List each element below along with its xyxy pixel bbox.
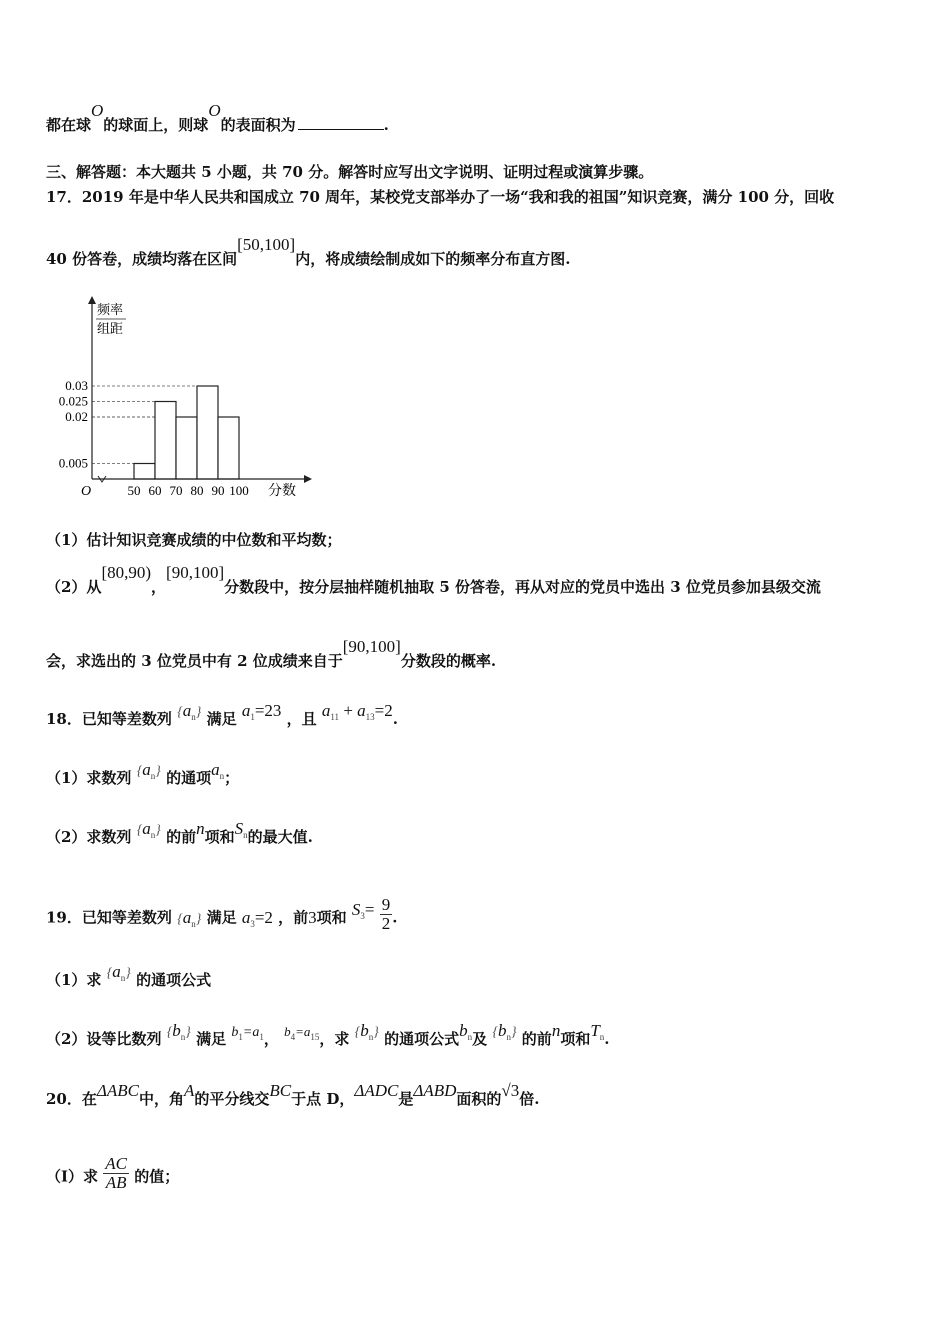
q18-text: 项和 xyxy=(204,828,235,846)
q20-line xyxy=(46,1081,540,1109)
q18-text: 满足 xyxy=(206,710,237,728)
math-O: O xyxy=(208,101,221,120)
x-tick-label: 90 xyxy=(211,483,225,498)
q18-line xyxy=(46,701,398,731)
math-fraction-ac-ab: $\frac{AC}{AB}$ xyxy=(105,1154,127,1192)
origin-label: O xyxy=(80,484,92,499)
q19-sub-2 xyxy=(46,1021,610,1051)
math-seq-an: $\{a_n\}$ xyxy=(177,701,202,722)
math-O: O xyxy=(91,101,104,120)
q19-text: 的前 xyxy=(521,1030,552,1048)
math-triangle-abc: ΔABC xyxy=(96,1081,139,1100)
q16-end: . xyxy=(383,116,389,134)
q18-text: 的通项 xyxy=(166,769,212,787)
q20-text: 中，角 xyxy=(138,1090,184,1108)
math-seq-an: $\{a_n\}$ xyxy=(136,760,161,781)
x-axis-arrow xyxy=(304,475,312,483)
q17-line-1: 17．2019 年是中华人民共和国成立 70 周年，某校党支部举办了一场“我和我的祖国”知识竞赛，满分 100 分，回收 xyxy=(46,188,835,206)
q16-text-3: 的表面积为 xyxy=(220,116,296,134)
y-axis-label-top: 频率 xyxy=(96,302,124,317)
q20-text: 于点 D， xyxy=(291,1090,355,1108)
math-seq-bn: $\{b_n\}$ xyxy=(492,1021,517,1042)
q18-end: . xyxy=(392,710,398,728)
y-tick-label: 0.025 xyxy=(58,393,88,409)
q17-text: 会，求选出的 3 位党员中有 2 位成绩来自于 xyxy=(46,652,343,670)
q19-text: 满足 xyxy=(196,1030,227,1048)
q17-text: 分数段中，按分层抽样随机抽取 5 份答卷，再从对应的党员中选出 3 位党员参加县级交流 xyxy=(224,578,821,596)
q17-sub-2 xyxy=(46,563,821,597)
q19-text: ，前 xyxy=(278,908,309,927)
q19-text: 项和 xyxy=(560,1030,591,1048)
math-fraction-9-2: $\frac{9}{2}$ xyxy=(381,895,391,933)
q17-text: 内，将成绩绘制成如下的频率分布直方图. xyxy=(295,250,571,268)
math-interval: [90,100] xyxy=(166,563,225,582)
answer-blank[interactable] xyxy=(298,115,384,130)
math-seq-bn: $\{b_n\}$ xyxy=(354,1021,379,1042)
q19-text: （2）设等比数列 xyxy=(46,1030,162,1048)
x-tick-label: 80 xyxy=(190,483,204,498)
y-axis-arrow xyxy=(88,296,96,304)
x-axis-label: 分数 xyxy=(268,484,296,499)
math-a1: $a_1=23$ xyxy=(241,701,282,722)
q20-sub-1 xyxy=(46,1154,180,1196)
q18-text: （1）求数列 xyxy=(46,769,132,787)
histogram-bar xyxy=(218,417,239,479)
math-n: n xyxy=(551,1021,561,1040)
math-an: $a_n$ xyxy=(211,760,225,781)
q19-end: . xyxy=(604,1030,610,1048)
math-a3: $a_3=2$ xyxy=(241,907,273,929)
q16-line xyxy=(46,101,389,135)
q20-text: 倍. xyxy=(519,1090,540,1108)
q20-text: （I）求 xyxy=(46,1167,99,1186)
q19-text: 19．已知等差数列 xyxy=(46,908,172,927)
section-header: 三、解答题：本大题共 5 小题，共 70 分。解答时应写出文字说明、证明过程或演算步骤。 xyxy=(46,163,654,181)
math-interval: [50,100] xyxy=(237,235,296,254)
q18-text: ； xyxy=(224,769,240,787)
math-3: 3 xyxy=(308,907,317,927)
q20-text: 的平分线交 xyxy=(194,1090,270,1108)
q18-sub-1 xyxy=(46,760,240,790)
q19-text: ， xyxy=(263,1030,279,1048)
math-b1: $b_1=a_1$ xyxy=(231,1025,264,1042)
q20-text: 是 xyxy=(398,1090,414,1108)
y-tick-label: 0.02 xyxy=(65,409,88,424)
math-interval: [80,90) xyxy=(101,563,152,582)
q16-text-2: 的球面上，则球 xyxy=(103,116,209,134)
q17-text: ， xyxy=(151,578,167,596)
math-interval: [90,100] xyxy=(342,637,401,656)
q17-text: 40 份答卷，成绩均落在区间 xyxy=(46,250,238,268)
math-bn: $b_n$ xyxy=(459,1021,473,1042)
math-sqrt3: √3 xyxy=(501,1081,520,1100)
x-tick-label: 50 xyxy=(127,483,141,498)
q20-text: 20．在 xyxy=(46,1090,97,1108)
y-axis-label-bottom: 组距 xyxy=(96,321,124,336)
q17-sub-1: （1）估计知识竞赛成绩的中位数和平均数； xyxy=(46,531,342,549)
math-S3: $S_3=$ xyxy=(351,899,375,921)
q18-text: 18．已知等差数列 xyxy=(46,710,172,728)
math-seq-an: $\{a_n\}$ xyxy=(177,907,202,929)
q19-text: ，求 xyxy=(319,1030,350,1048)
y-tick-label: 0.03 xyxy=(65,378,88,393)
q19-end: . xyxy=(392,908,398,927)
q20-text: 的值； xyxy=(134,1167,180,1186)
q18-text: 的最大值. xyxy=(247,828,313,846)
histogram-bar xyxy=(197,386,218,479)
math-sum: $a_{11} + a_{13}=2$ xyxy=(321,701,393,722)
q19-line xyxy=(46,895,398,937)
q19-text: 项和 xyxy=(316,908,347,927)
histogram-bar xyxy=(176,417,197,479)
math-seq-an: $\{a_n\}$ xyxy=(106,962,131,983)
math-bc: BC xyxy=(269,1081,292,1100)
q16-text-1: 都在球 xyxy=(46,116,92,134)
math-triangle-abd: ΔABD xyxy=(413,1081,457,1100)
math-seq-bn: $\{b_n\}$ xyxy=(166,1021,191,1042)
histogram-bar xyxy=(155,402,176,480)
x-tick-label: 100 xyxy=(229,483,249,498)
histogram-bar xyxy=(134,464,155,480)
q19-text: 的通项公式 xyxy=(136,971,212,989)
math-angle-a: A xyxy=(183,1081,195,1100)
math-Tn: $T_n$ xyxy=(590,1021,605,1042)
math-Sn: $S_n$ xyxy=(234,819,248,840)
math-b4: $b_4=a_{15}$ xyxy=(284,1024,320,1042)
y-tick-label: 0.005 xyxy=(58,455,88,471)
q19-text: 的通项公式 xyxy=(384,1030,460,1048)
q17-line-2 xyxy=(46,235,571,269)
q18-text: ，且 xyxy=(286,710,317,728)
math-n: n xyxy=(196,819,205,838)
q20-text: 面积的 xyxy=(456,1090,502,1108)
frequency-histogram xyxy=(46,292,316,504)
q18-sub-2 xyxy=(46,819,313,849)
math-triangle-adc: ΔADC xyxy=(354,1081,399,1100)
q18-text: （2）求数列 xyxy=(46,828,132,846)
q19-text: （1）求 xyxy=(46,971,102,989)
math-seq-an: $\{a_n\}$ xyxy=(136,819,161,840)
q19-text: 满足 xyxy=(206,908,237,927)
x-tick-label: 70 xyxy=(169,483,183,498)
q19-sub-1 xyxy=(46,962,212,992)
x-tick-label: 60 xyxy=(148,483,162,498)
q17-text: 分数段的概率. xyxy=(400,652,497,670)
q19-text: 及 xyxy=(472,1030,488,1048)
q18-text: 的前 xyxy=(166,828,197,846)
q17-text: （2）从 xyxy=(46,578,102,596)
q17-sub-3 xyxy=(46,637,497,671)
chart-bars xyxy=(134,386,239,479)
